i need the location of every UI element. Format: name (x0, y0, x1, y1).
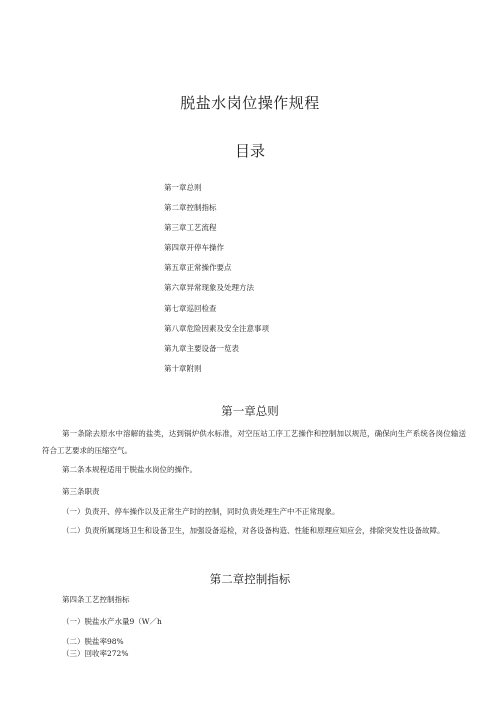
toc-item: 第九章主要设备一览表 (164, 343, 239, 353)
toc-item: 第一章总则 (164, 183, 202, 192)
document-title: 脱盐水岗位操作规程 (180, 94, 320, 112)
control-item-2: （二）脱盐率98% (62, 637, 124, 646)
duty-2-paragraph: （二）负责所属现场卫生和设备卫生，加强设备巡检，对各设备构造、性能和原理应知应会，排除突发性设备故障。 (62, 526, 445, 535)
article-4-line: 第四条工艺控制指标 (62, 595, 130, 604)
chapter-1-heading: 第一章总则 (221, 404, 279, 418)
control-item-1: （一）脱盐水产水量9（W／h (62, 617, 162, 626)
toc-heading: 目录 (234, 142, 265, 160)
toc-item: 第三章工艺流程 (164, 223, 217, 233)
toc-item: 第十章附则 (164, 363, 202, 373)
duty-1-line: （一）负责开、停车操作以及正常生产时的控制，同时负责处理生产中不正常现象。 (62, 507, 340, 516)
table-of-contents (164, 181, 269, 382)
toc-item: 第八章危险因素及安全注意事项 (164, 323, 269, 333)
toc-item: 第七章巡回检查 (164, 303, 217, 313)
article-1-paragraph: 第一条除去原水中溶解的盐类，达到锅炉供水标准，对空压站工序工艺操作和控制加以规范，确保向生产系统各岗位输送符合工艺要求的压缩空气。 (42, 429, 466, 455)
toc-item: 第五章正常操作要点 (164, 263, 232, 273)
toc-item: 第四章开停车操作 (164, 243, 224, 253)
control-item-3: （三）回收率272% (62, 649, 129, 658)
article-3-line: 第三条职责 (62, 487, 100, 496)
chapter-2-heading: 第二章控制指标 (209, 572, 291, 586)
article-2-line: 第二条本规程适用于脱盐水岗位的操作。 (62, 465, 197, 474)
toc-item: 第二章控制指标 (164, 203, 217, 213)
toc-item: 第六章异常现象及处理方法 (164, 283, 254, 293)
